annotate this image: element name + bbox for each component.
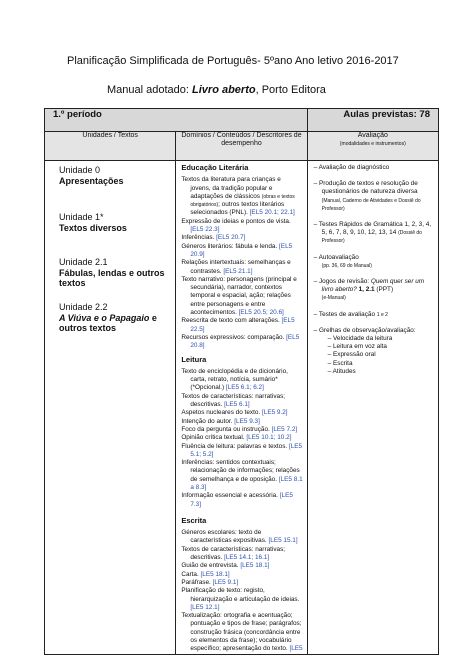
evaluation-cell bbox=[307, 161, 438, 655]
literary-list bbox=[181, 176, 302, 350]
document-title: Planificação Simplificada de Português- 5ºano Ano letivo 2016-2017 bbox=[67, 55, 399, 67]
content-item: Inferências. [EL5 20.7] bbox=[181, 234, 246, 242]
eval-self-assessment: – Autoavaliação (pp. 36, 69 do Manual) bbox=[313, 253, 372, 269]
column-headers bbox=[45, 132, 439, 161]
content-item: Texto narrativo: personagens (principal e secundária), narrador, contextos temporal e espacial, ação; relações entre personagens e entre acontecimentos. [EL5 20.5; 20.6] bbox=[181, 275, 297, 317]
grid-item: – Escrita bbox=[327, 359, 353, 367]
content-item: Textos da literatura para crianças e jovens, da tradição popular e adaptações de clássicos (obras e textos obrigatórios); outros textos literários selecionados (PNL). [EL5 20.1; 22.1] bbox=[181, 176, 295, 217]
unit-title: Apresentações bbox=[59, 176, 124, 186]
content-item: Intenção do autor. [LE5 9.3] bbox=[181, 417, 260, 425]
eval-quick-tests: – Testes Rápidos de Gramática 1, 2, 3, 4, 5, 6, 7, 8, 9, 10, 12, 13, 14 (Dossiê do Professor) bbox=[313, 221, 432, 245]
grid-item: – Velocidade da leitura bbox=[327, 335, 393, 343]
manual-prefix: Manual adotado: bbox=[107, 84, 193, 96]
eval-diagnostic: – Avaliação de diagnóstico bbox=[313, 164, 390, 171]
content-item: Reescrita de texto com alterações. [EL5 22.5] bbox=[181, 317, 295, 333]
period-label: 1.º período bbox=[45, 109, 308, 132]
unit-title: Textos diversos bbox=[59, 223, 127, 233]
content-item: Paráfrase. [LE5 9.1] bbox=[181, 578, 239, 586]
content-item: Géneros escolares: texto de características expositivas. [LE5 15.1] bbox=[181, 529, 298, 545]
content-item: Relações intertextuais: semelhanças e contrastes. [EL5 21.1] bbox=[181, 259, 291, 275]
grid-item: – Leitura em voz alta bbox=[327, 343, 387, 351]
section-writing: Escrita bbox=[181, 515, 207, 525]
content-item: Fluência de leitura: palavras e textos. [LE5 5.1; 5.2] bbox=[181, 442, 303, 458]
content-item: Opinião crítica textual. [LE5 10.1; 10.2] bbox=[181, 434, 292, 442]
eval-review-games: – Jogos de revisão: Quem quer ser um livro aberto? 1, 2.1 (PPT) (e-Manual) bbox=[313, 278, 425, 302]
manual-book-title: Livro aberto bbox=[192, 84, 256, 96]
eval-text-production: – Produção de textos e resolução de questionários de natureza diversa (Manual, Caderno de Atividades e Dossiê do Professor) bbox=[313, 180, 421, 212]
eval-observation-grids: – Grelhas de observação/avaliação: bbox=[313, 326, 416, 334]
lessons-planned: Aulas previstas: 78 bbox=[307, 109, 438, 132]
evaluation-column-header: Avaliação (modalidades e instrumentos) bbox=[307, 132, 438, 161]
content-item: Carta. [LE5 18.1] bbox=[181, 570, 230, 578]
content-item: Informação essencial e acessória. [LE5 7.3] bbox=[181, 492, 293, 508]
unit-number: Unidade 2.2 bbox=[59, 302, 108, 312]
domains-column-header: Domínios / Conteúdos / Descritores de desempenho bbox=[176, 132, 307, 161]
content-item: Textualização: ortografia e acentuação; pontuação e tipos de frase; parágrafos; construção frásica (concordância entre os elementos da frase); vocabulário específico; apresentação do texto. [LE5 bbox=[181, 612, 303, 653]
content-item: Recursos expressivos: comparação. [EL5 20.8] bbox=[181, 333, 300, 350]
content-item: Expressão de ideias e pontos de vista. [EL5 22.3] bbox=[181, 217, 291, 234]
section-literary-education: Educação Literária bbox=[181, 163, 249, 172]
units-column-header: Unidades / Textos bbox=[45, 132, 176, 161]
content-item: Planificação de texto: registo, hierarquização e articulação de ideias. [LE5 12.1] bbox=[181, 587, 300, 611]
writing-list bbox=[181, 529, 302, 653]
unit-number: Unidade 0 bbox=[59, 165, 101, 175]
adopted-textbook bbox=[107, 84, 326, 96]
unit-title: Fábulas, lendas e outros textos bbox=[59, 268, 165, 288]
content-item: Textos de características: narrativas; descritivas. [LE5 14.1; 16.1] bbox=[181, 545, 286, 562]
section-reading: Leitura bbox=[181, 354, 207, 364]
content-item: Guião de entrevista. [LE5 18.1] bbox=[181, 562, 270, 570]
content-item: Géneros literários: fábula e lenda. [EL5 20.9] bbox=[181, 242, 293, 258]
reading-list bbox=[181, 368, 302, 509]
period-row bbox=[45, 109, 439, 132]
content-item: Aspetos nucleares do texto. [LE5 9.2] bbox=[181, 409, 288, 417]
grid-item: – Atitudes bbox=[327, 367, 356, 375]
unit-number: Unidade 1* bbox=[59, 212, 104, 222]
content-item: Texto de enciclopédia e de dicionário, carta, retrato, notícia, sumário* (*Opcional.) [LE5 6.1; 6.2] bbox=[181, 367, 288, 392]
planning-table bbox=[44, 108, 439, 655]
manual-publisher: , Porto Editora bbox=[255, 84, 326, 96]
unit-number: Unidade 2.1 bbox=[59, 257, 108, 267]
eval-assessment-tests: – Testes de avaliação 1 e 2 bbox=[313, 310, 388, 318]
units-cell bbox=[45, 161, 176, 655]
content-item: Foco da pergunta ou instrução. [LE5 7.2] bbox=[181, 425, 298, 433]
grid-item: – Expressão oral bbox=[327, 351, 376, 359]
content-row bbox=[45, 161, 439, 655]
content-item: Textos de características: narrativas; descritivas. [LE5 6.1] bbox=[181, 392, 286, 409]
content-item: Inferências: sentidos contextuais; relacionação de informações; relações de semelhança e de oposição. [LE5 8.1 a 8.3] bbox=[181, 459, 303, 491]
unit-title: A Viúva e o Papagaio e outros textos bbox=[59, 313, 157, 333]
contents-cell bbox=[176, 161, 307, 655]
